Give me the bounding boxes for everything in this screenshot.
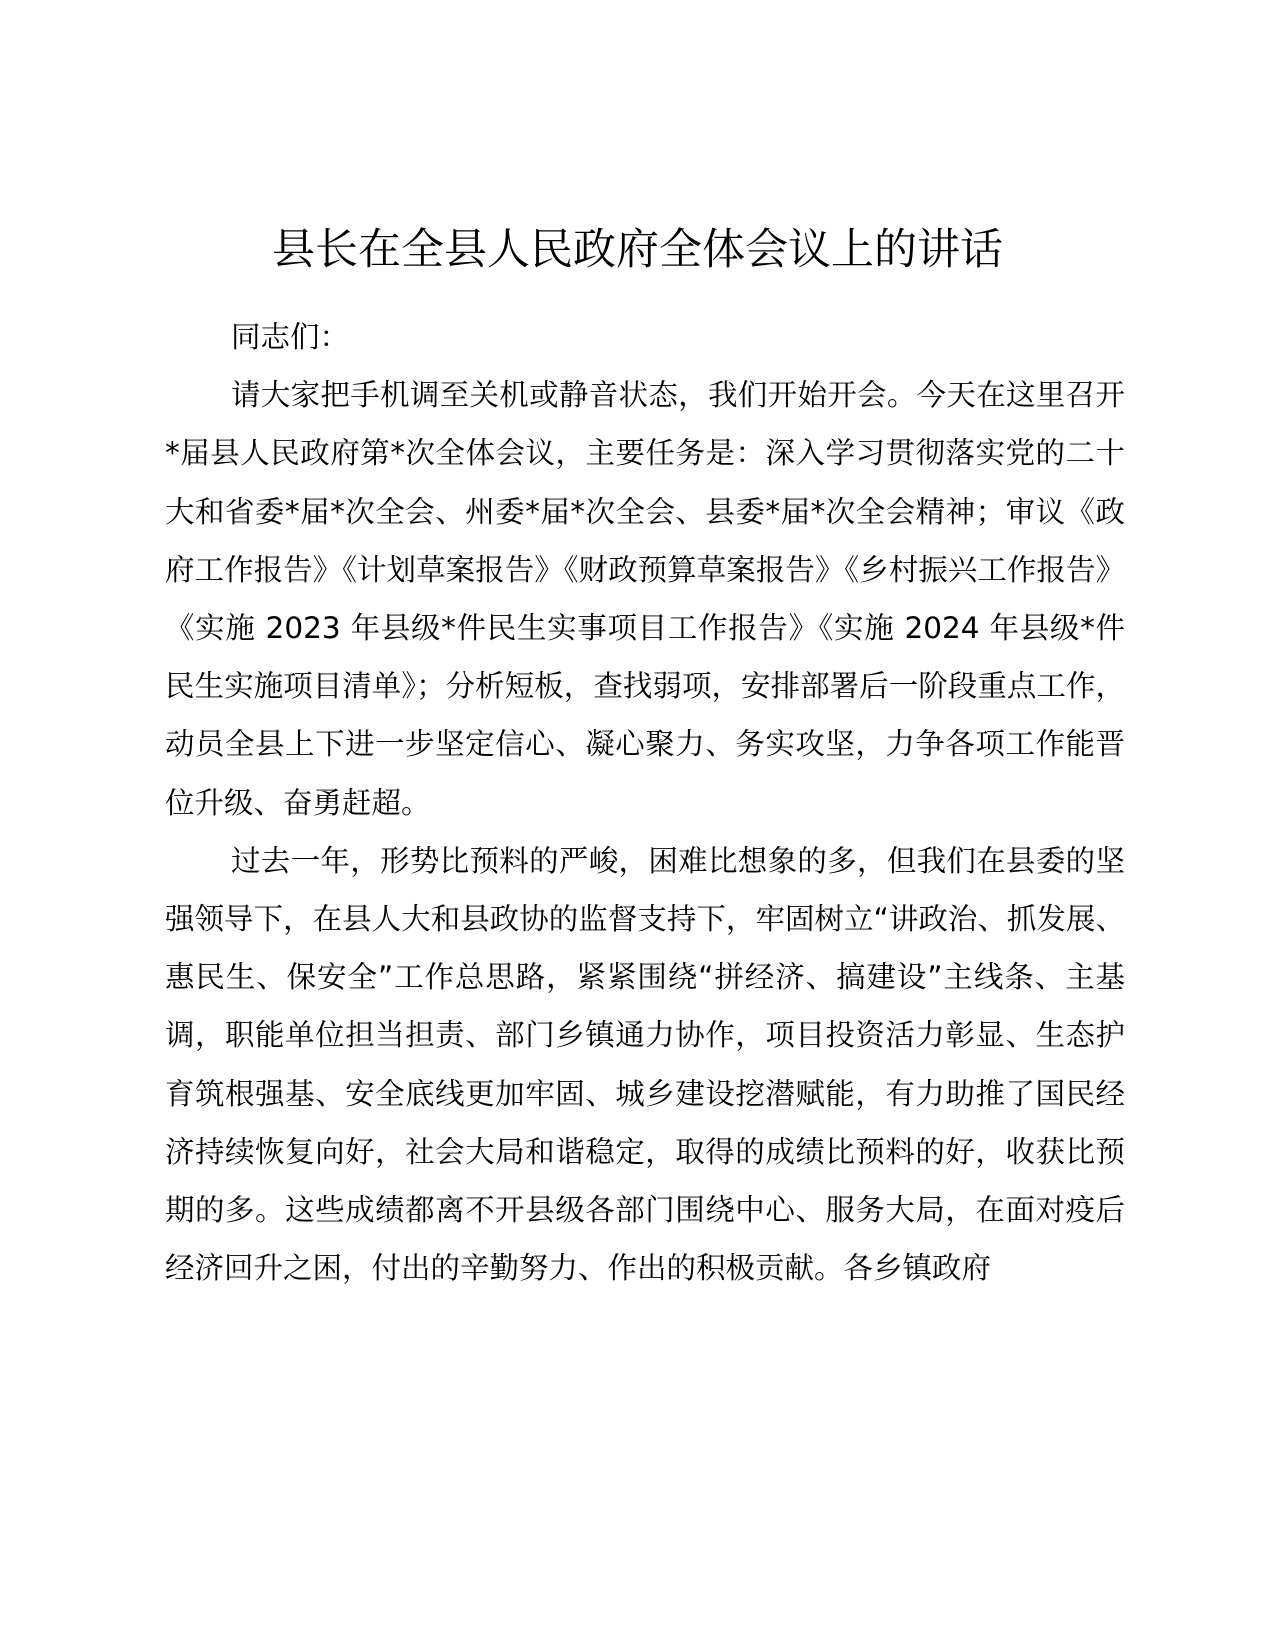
- body-paragraph: 过去一年，形势比预料的严峻，困难比想象的多，但我们在县委的坚强领导下，在县人大和县政协的监督支持下，牢固树立“讲政治、抓发展、惠民生、保安全”工作总思路，紧紧围绕“拼经济、搞建设”主线条、主基调，职能单位担当担责、部门乡镇通力协作，项目投资活力彰显、生态护育筑根强基、安全底线更加牢固、城乡建设挖潜赋能，有力助推了国民经济持续恢复向好，社会大局和谐稳定，取得的成绩比预料的好，收获比预期的多。这些成绩都离不开县级各部门围绕中心、服务大局，在面对疫后经济回升之困，付出的辛勤努力、作出的积极贡献。各乡镇政府: [165, 843, 1125, 1286]
- salutation-paragraph: 同志们：: [231, 320, 350, 354]
- document-body: [165, 308, 1125, 1297]
- document-title: 县长在全县人民政府全体会议上的讲话: [272, 225, 1003, 275]
- body-paragraph: 请大家把手机调至关机或静音状态，我们开始开会。今天在这里召开*届县人民政府第*次全体会议，主要任务是：深入学习贯彻落实党的二十大和省委*届*次全会、州委*届*次全会、县委*届*次全会精神；审议《政府工作报告》《计划草案报告》《财政预算草案报告》《乡村振兴工作报告》《实施 2023 年县级*件民生实事项目工作报告》《实施 2024 年县级*件民生实施项目清单》；分析短板，查找弱项，安排部署后一阶段重点工作，动员全县上下进一步坚定信心、凝心聚力、务实攻坚，力争各项工作能晋位升级、奋勇赶超。: [165, 378, 1125, 820]
